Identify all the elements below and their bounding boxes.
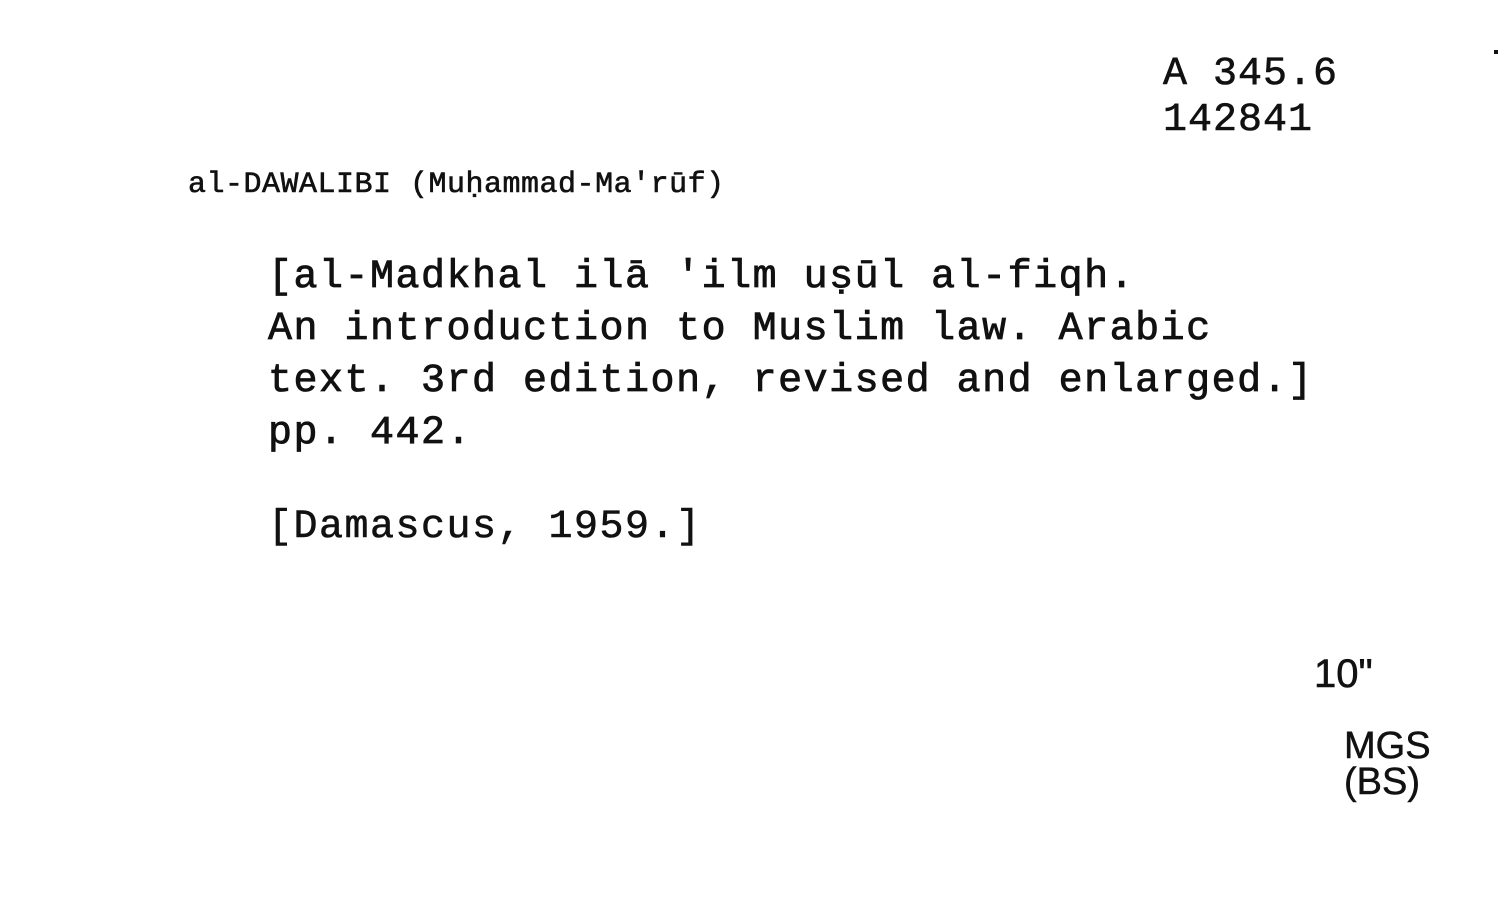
call-number-accession: 142841	[1163, 98, 1314, 143]
author-heading: al-DAWALIBI (Muḥammad-Ma'rūf)	[188, 168, 725, 202]
title-line-2: An introduction to Muslim law. Arabic	[268, 307, 1212, 352]
call-number	[1163, 52, 1338, 144]
call-number-classification: A 345.6	[1163, 52, 1339, 97]
book-size: 10"	[1314, 652, 1373, 696]
cataloger-initials	[1344, 725, 1431, 803]
imprint: [Damascus, 1959.]	[268, 505, 702, 550]
title-description	[268, 252, 1314, 460]
pagination: pp. 442.	[268, 411, 473, 456]
title-line-3: text. 3rd edition, revised and enlarged.]	[268, 359, 1314, 404]
initials-line-1: MGS	[1344, 725, 1431, 767]
title-line-1: [al-Madkhal ilā 'ilm uṣūl al-fiqh.	[268, 255, 1136, 300]
initials-line-2: (BS)	[1344, 761, 1420, 803]
edge-mark	[1494, 50, 1498, 54]
